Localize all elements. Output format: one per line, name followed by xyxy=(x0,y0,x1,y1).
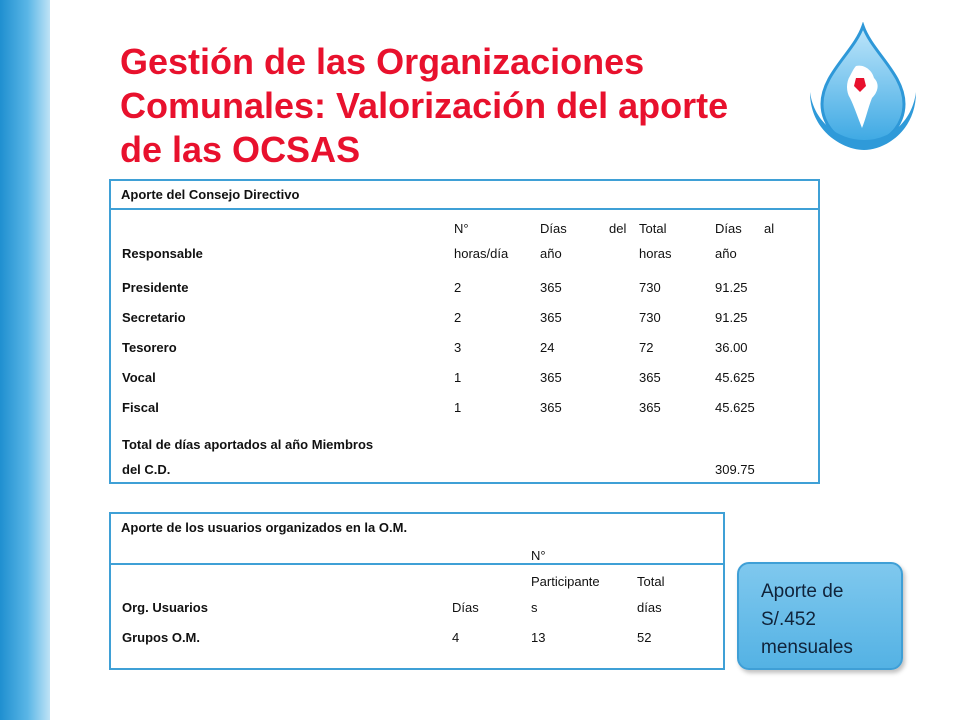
row-days: 365 xyxy=(540,310,562,325)
header-participantes-line0: N° xyxy=(531,548,546,563)
row-total: 730 xyxy=(639,310,661,325)
row-hours: 2 xyxy=(454,310,462,325)
row-total: 365 xyxy=(639,370,661,385)
row-hours: 1 xyxy=(454,370,462,385)
row-total: 365 xyxy=(639,400,661,415)
side-decoration-bar xyxy=(0,0,50,720)
row-days-year: 36.00 xyxy=(715,340,748,355)
header-total-line2: horas xyxy=(639,246,672,261)
callout-line-1: Aporte de xyxy=(761,581,844,602)
row-role: Presidente xyxy=(122,280,189,295)
callout-line-2: S/.452 xyxy=(761,609,816,630)
table1-caption-divider xyxy=(111,208,818,210)
row-total: 72 xyxy=(639,340,654,355)
header-dias-line1b: del xyxy=(609,221,627,236)
row-role: Tesorero xyxy=(122,340,177,355)
consejo-directivo-table xyxy=(109,179,820,484)
table1-caption: Aporte del Consejo Directivo xyxy=(121,187,300,202)
row-dias: 4 xyxy=(452,630,460,645)
header-dias: Días xyxy=(452,600,479,615)
row-participantes: 13 xyxy=(531,630,546,645)
row-role: Vocal xyxy=(122,370,156,385)
table2-caption: Aporte de los usuarios organizados en la O.M. xyxy=(121,520,408,535)
header-participantes-line1: Participante xyxy=(531,574,600,589)
total-label-line1: Total de días aportados al año Miembros xyxy=(122,437,374,452)
header-horas-line2: horas/día xyxy=(454,246,509,261)
callout-line-3: mensuales xyxy=(761,637,853,658)
row-hours: 1 xyxy=(454,400,462,415)
row-total: 730 xyxy=(639,280,661,295)
water-drop-logo xyxy=(804,22,922,156)
row-days: 365 xyxy=(540,400,562,415)
title-line-2: Comunales: Valorización del aporte xyxy=(120,85,729,126)
header-anio-line1b: al xyxy=(764,221,775,236)
header-dias-line1a: Días xyxy=(540,221,567,236)
row-days-year: 91.25 xyxy=(715,280,748,295)
header-total-dias-line2: días xyxy=(637,600,662,615)
header-total-line1: Total xyxy=(639,221,667,236)
row-role: Secretario xyxy=(122,310,186,325)
row-role: Fiscal xyxy=(122,400,159,415)
header-anio-line2: año xyxy=(715,246,737,261)
row-total-dias: 52 xyxy=(637,630,652,645)
row-hours: 3 xyxy=(454,340,462,355)
title-line-1: Gestión de las Organizaciones xyxy=(120,41,645,82)
header-responsable: Responsable xyxy=(122,246,203,261)
row-days-year: 91.25 xyxy=(715,310,748,325)
aporte-mensual-callout xyxy=(737,562,903,670)
row-days: 24 xyxy=(540,340,555,355)
row-days-year: 45.625 xyxy=(715,400,755,415)
header-total-dias-line1: Total xyxy=(637,574,665,589)
row-days: 365 xyxy=(540,280,562,295)
title-line-3: de las OCSAS xyxy=(120,129,361,170)
row-org: Grupos O.M. xyxy=(122,630,200,645)
slide-title xyxy=(120,40,780,172)
header-org-usuarios: Org. Usuarios xyxy=(122,600,208,615)
header-dias-line2: año xyxy=(540,246,562,261)
usuarios-table xyxy=(109,512,725,670)
total-value: 309.75 xyxy=(715,462,755,477)
table2-caption-divider xyxy=(111,563,723,565)
row-days-year: 45.625 xyxy=(715,370,755,385)
header-horas-line1: N° xyxy=(454,221,469,236)
header-participantes-line2: s xyxy=(531,600,538,615)
row-days: 365 xyxy=(540,370,562,385)
row-hours: 2 xyxy=(454,280,462,295)
header-anio-line1a: Días xyxy=(715,221,742,236)
total-label-line2: del C.D. xyxy=(122,462,171,477)
